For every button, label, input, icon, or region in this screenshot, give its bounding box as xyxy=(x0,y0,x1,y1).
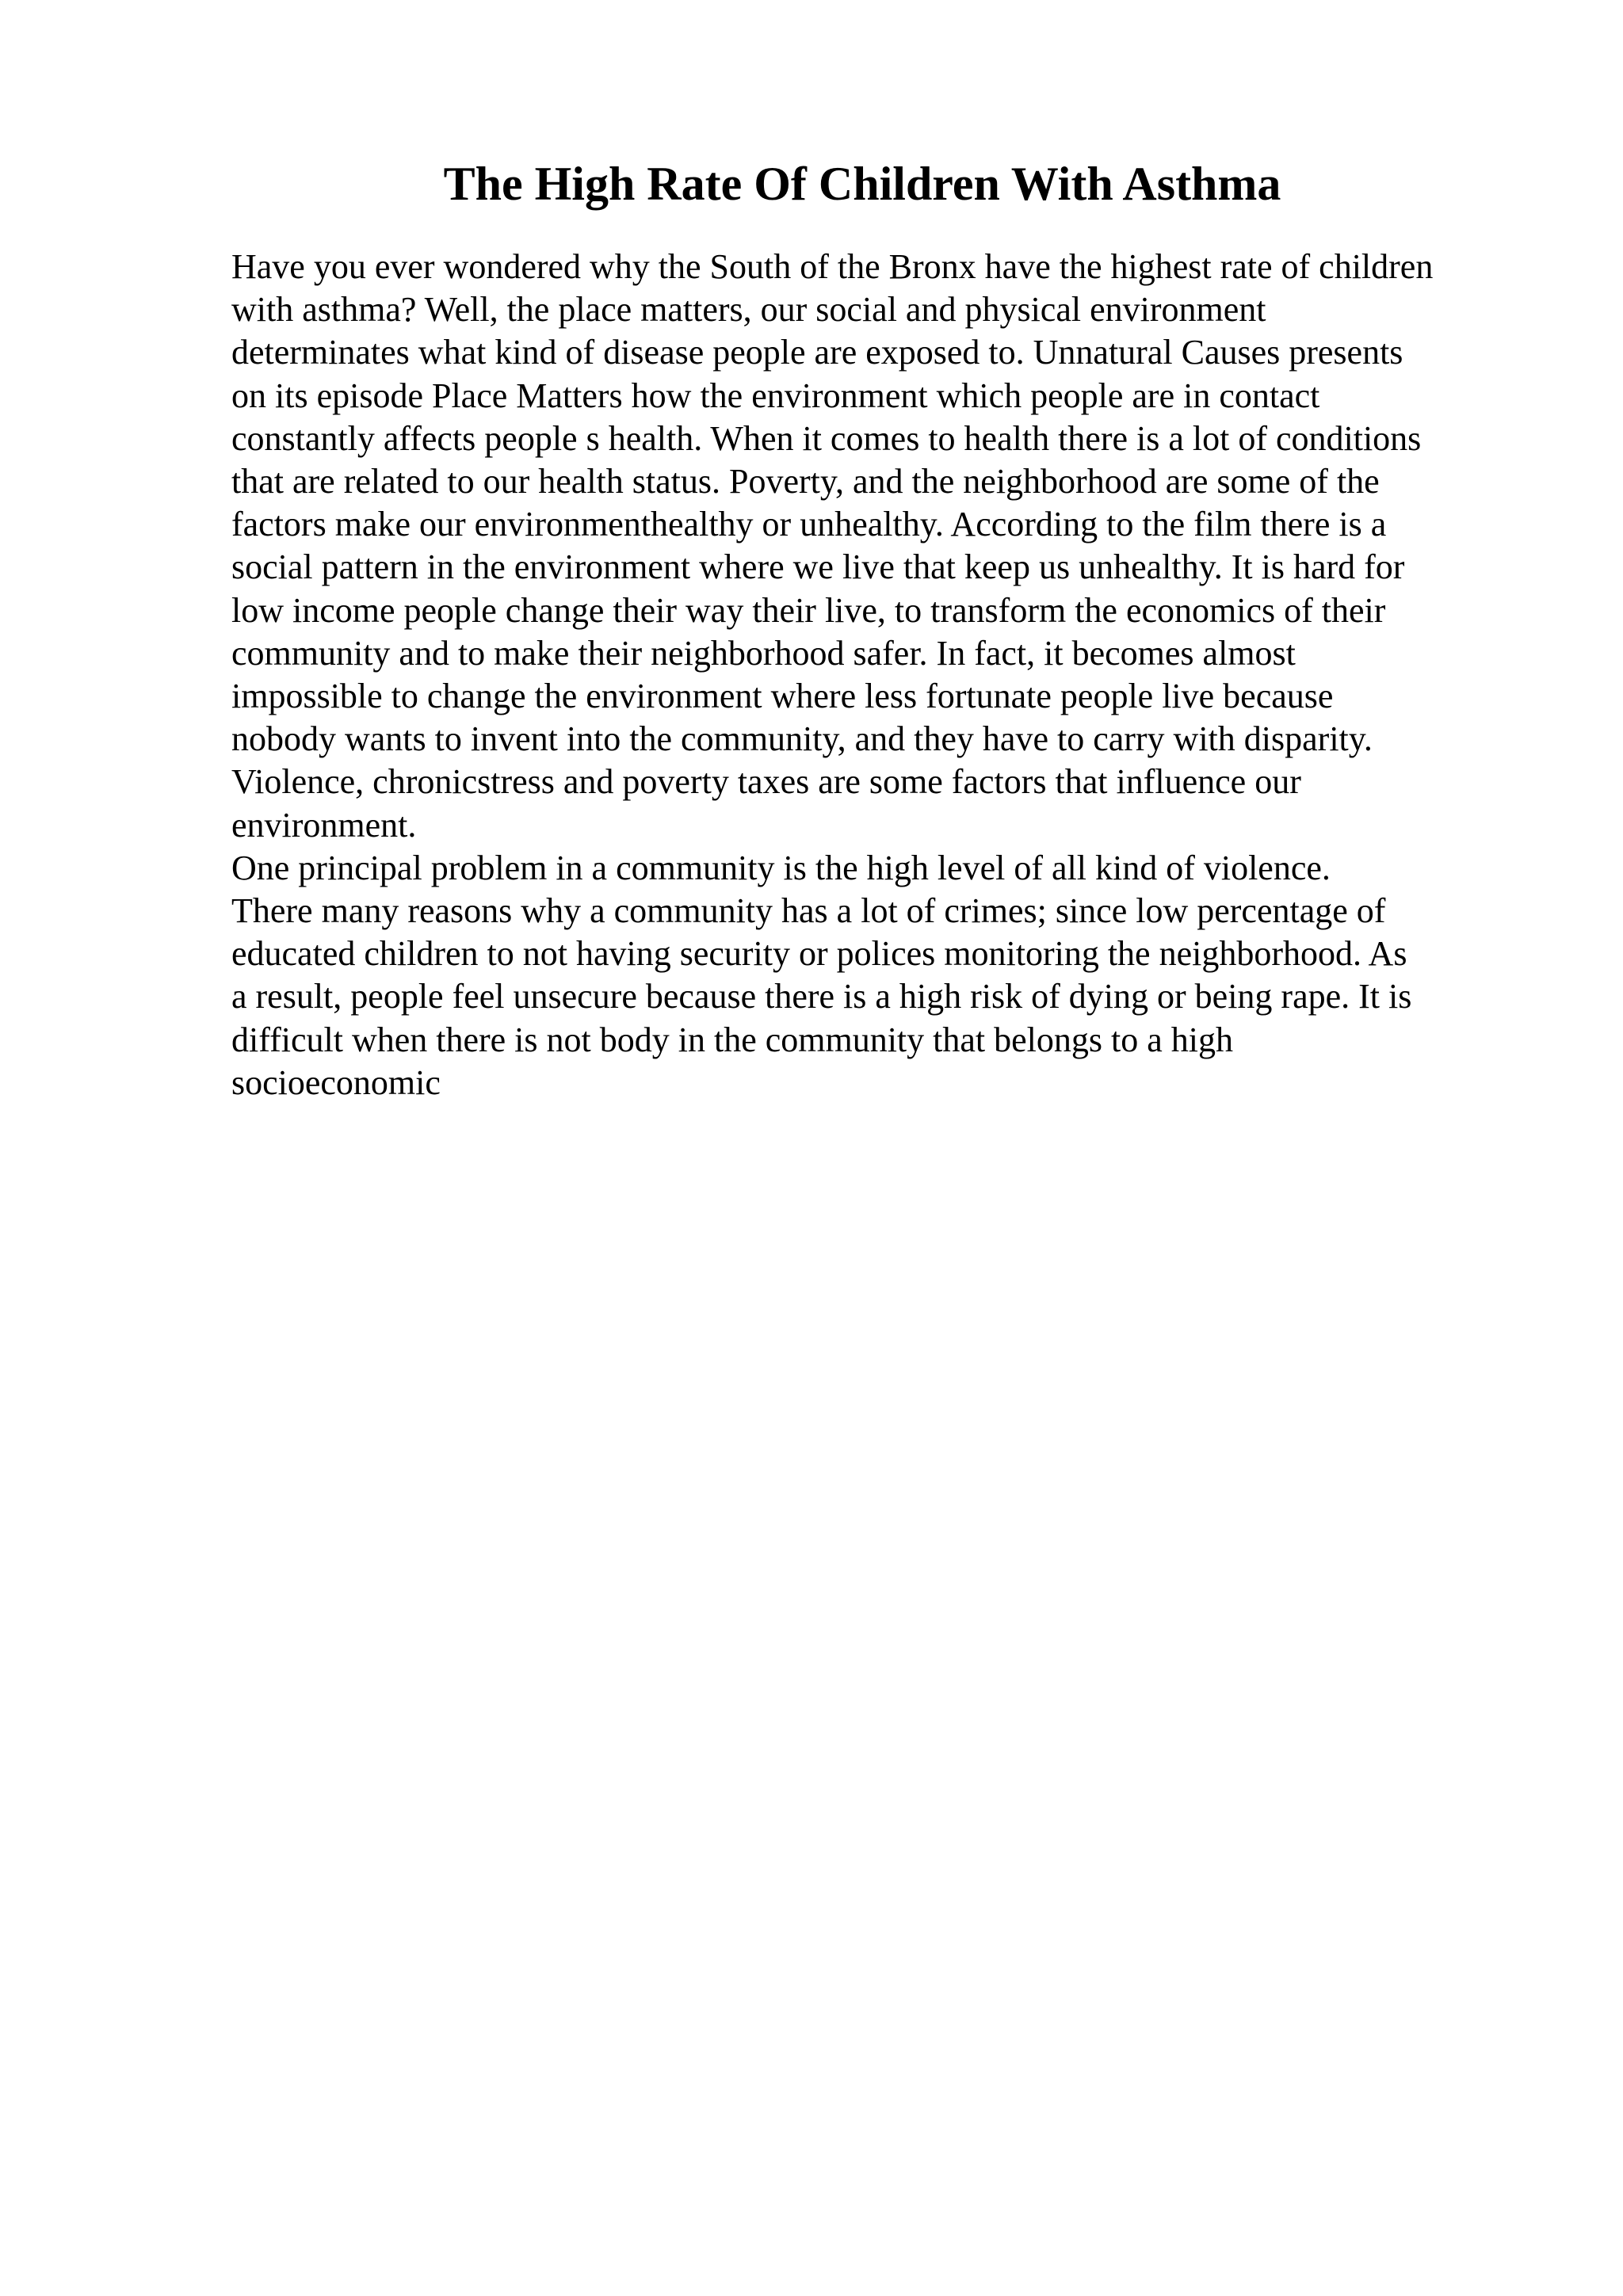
document-title: The High Rate Of Children With Asthma xyxy=(443,158,1281,210)
body-line: a result, people feel unsecure because there is a high risk of dying or being rape. It is xyxy=(231,977,1412,1016)
body-line: Have you ever wondered why the South of the Bronx have the highest rate of children xyxy=(231,247,1434,286)
body-line: determinates what kind of disease people are exposed to. Unnatural Causes presents xyxy=(231,333,1403,372)
body-line: One principal problem in a community is the high level of all kind of violence. xyxy=(231,848,1331,887)
body-line: Violence, chronicstress and poverty taxes are some factors that influence our xyxy=(231,762,1301,802)
body-line: on its episode Place Matters how the environment which people are in contact xyxy=(231,376,1320,415)
body-line: low income people change their way their live, to transform the economics of their xyxy=(231,590,1386,630)
body-line: constantly affects people s health. When it comes to health there is a lot of conditions xyxy=(231,418,1422,458)
body-line: nobody wants to invent into the community, and they have to carry with disparity. xyxy=(231,719,1373,759)
document-body xyxy=(231,246,1594,1104)
body-line: social pattern in the environment where we live that keep us unhealthy. It is hard for xyxy=(231,547,1405,587)
body-line: educated children to not having security or polices monitoring the neighborhood. As xyxy=(231,934,1407,974)
body-line: that are related to our health status. Poverty, and the neighborhood are some of the xyxy=(231,462,1380,502)
body-line: There many reasons why a community has a lot of crimes; since low percentage of xyxy=(231,891,1386,931)
body-line: factors make our environmenthealthy or unhealthy. According to the film there is a xyxy=(231,505,1387,544)
body-line: environment. xyxy=(231,805,417,845)
body-line: socioeconomic xyxy=(231,1062,441,1102)
body-line: impossible to change the environment where less fortunate people live because xyxy=(231,677,1334,716)
body-line: community and to make their neighborhood safer. In fact, it becomes almost xyxy=(231,633,1296,673)
body-line: difficult when there is not body in the community that belongs to a high xyxy=(231,1020,1233,1059)
body-line: with asthma? Well, the place matters, our social and physical environment xyxy=(231,290,1266,330)
